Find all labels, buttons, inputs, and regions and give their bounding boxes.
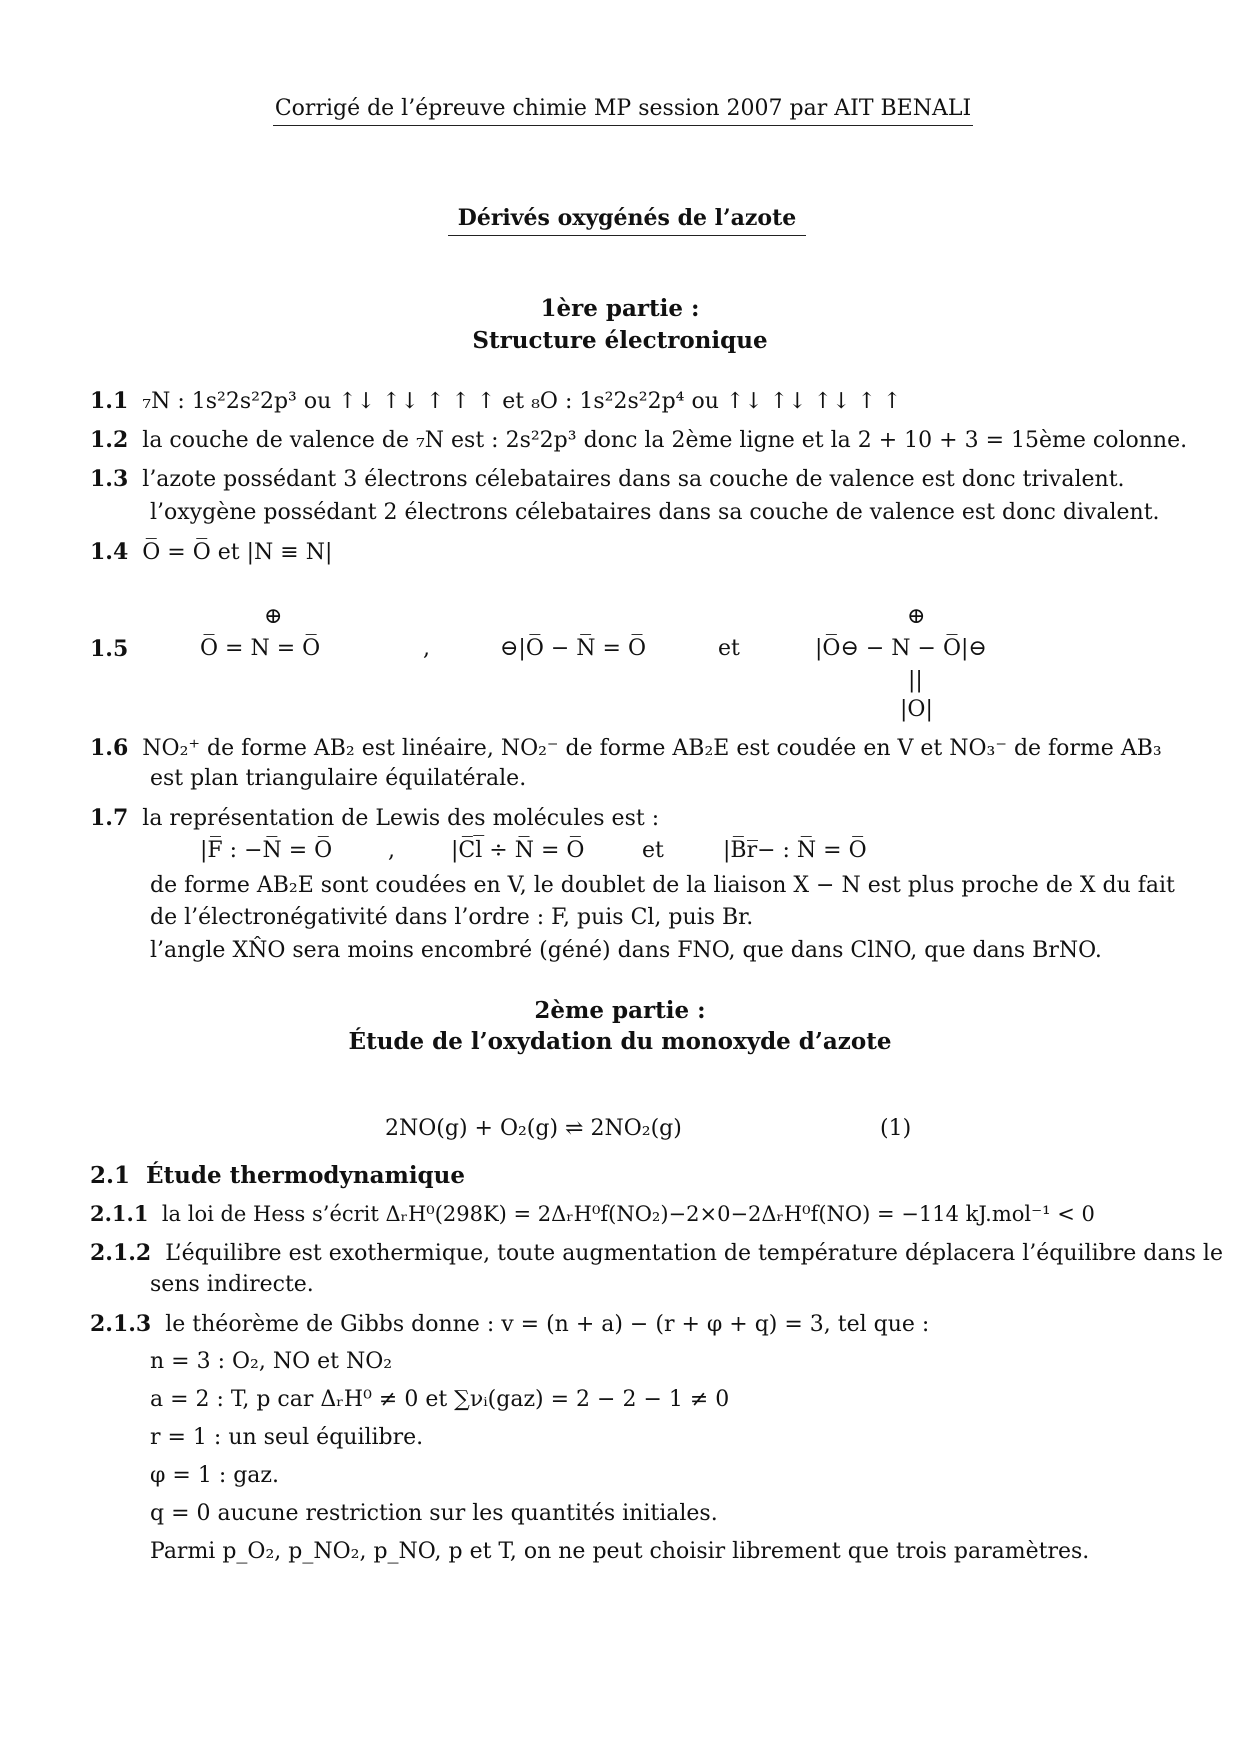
item-text: L’équilibre est exothermique, toute augmentation de température déplacera l’équilibre dans le: [165, 1241, 1223, 1266]
document-title: Dérivés oxygénés de l’azote: [448, 205, 806, 236]
charge-plus-a: ⊕: [264, 604, 283, 629]
item-text: le théorème de Gibbs donne : v = (n + a) − (r + φ + q) = 3, tel que :: [165, 1312, 930, 1337]
equation-1: 2NO(g) + O₂(g) ⇌ 2NO₂(g): [385, 1116, 682, 1141]
lewis-formula-a: O̅ = N = O̅: [200, 636, 321, 661]
item-number: 2.1.3: [90, 1311, 152, 1337]
item-1-7-line1: de forme AB₂E sont coudées en V, le doublet de la liaison X − N est plus proche de X du fait: [150, 873, 1175, 898]
item-text: la couche de valence de ₇N est : 2s²2p³ donc la 2ème ligne et la 2 + 10 + 3 = 15ème colonne.: [142, 428, 1188, 453]
lewis-c: |B̅r̅− : N̅ = O̅: [723, 838, 867, 863]
item-text: O̅ = O̅ et |N ≡ N|: [142, 540, 333, 565]
item-1-5-number: 1.5: [90, 636, 129, 662]
lewis-formula-c-bottom: |O|: [900, 697, 933, 722]
item-1-2: [90, 427, 1187, 453]
section-number: 2.1: [90, 1162, 131, 1189]
item-2-1-1: [90, 1201, 1095, 1226]
separator: ,: [423, 636, 430, 661]
double-bond: ||: [908, 668, 923, 693]
item-number: 2.1.1: [90, 1201, 149, 1226]
charge-plus-c: ⊕: [907, 604, 926, 629]
item-text: NO₂⁺ de forme AB₂ est linéaire, NO₂⁻ de forme AB₂E est coudée en V et NO₃⁻ de forme AB₃: [142, 736, 1162, 761]
item-1-3-cont: [150, 500, 1160, 525]
item-number: 1.7: [90, 805, 129, 831]
item-number: 1.3: [90, 466, 129, 492]
item-1-7-line2: de l’électronégativité dans l’ordre : F, puis Cl, puis Br.: [150, 905, 754, 930]
part1-heading: 1ère partie :: [540, 295, 700, 322]
section-2-1: [90, 1162, 465, 1189]
item-text: la loi de Hess s’écrit ΔᵣH⁰(298K) = 2ΔᵣH⁰f(NO₂)−2×0−2ΔᵣH⁰f(NO) = −114 kJ.mol⁻¹ < 0: [161, 1202, 1095, 1226]
item-number: 2.1.2: [90, 1240, 152, 1266]
part1-subheading: Structure électronique: [472, 327, 768, 354]
equation-label: (1): [880, 1116, 912, 1141]
and-word: et: [642, 838, 664, 863]
page-header: Corrigé de l’épreuve chimie MP session 2007 par AIT BENALI: [273, 96, 973, 126]
item-text: la représentation de Lewis des molécules est :: [142, 806, 660, 831]
item-2-1-2: [90, 1240, 1223, 1266]
lewis-a: |F̅ : −N̅ = O̅: [200, 838, 333, 863]
lewis-formula-b: ⊖|O̅ − N̅ = O̅: [500, 636, 647, 661]
part2-heading: 2ème partie :: [534, 997, 706, 1024]
lewis-b: |C̅l̅ ÷ N̅ = O̅: [451, 838, 585, 863]
item-1-6-cont: est plan triangulaire équilatérale.: [150, 766, 527, 791]
item-1-4: [90, 539, 332, 565]
item-1-6: [90, 735, 1162, 761]
item-text: l’azote possédant 3 électrons célebataires dans sa couche de valence est donc trivalent.: [142, 467, 1125, 492]
item-number: 1.6: [90, 735, 129, 761]
item-text: ₇N : 1s²2s²2p³ ou ↑↓ ↑↓ ↑ ↑ ↑ et ₈O : 1s²2s²2p⁴ ou ↑↓ ↑↓ ↑↓ ↑ ↑: [142, 389, 902, 414]
item-number: 1.1: [90, 388, 129, 414]
item-1-3: [90, 466, 1125, 492]
section-title: Étude thermodynamique: [146, 1162, 465, 1189]
part2-subheading: Étude de l’oxydation du monoxyde d’azote: [348, 1028, 892, 1055]
gibbs-n: n = 3 : O₂, NO et NO₂: [150, 1349, 393, 1374]
item-1-7: [90, 805, 659, 831]
item-1-1: [90, 388, 901, 414]
item-1-7-line3: l’angle XN̂O sera moins encombré (géné) dans FNO, que dans ClNO, que dans BrNO.: [150, 938, 1102, 963]
item-text: l’oxygène possédant 2 électrons célebataires dans sa couche de valence est donc divalent.: [150, 500, 1160, 525]
item-2-1-3: [90, 1311, 929, 1337]
separator: ,: [388, 838, 395, 863]
gibbs-conclusion: Parmi p_O₂, p_NO₂, p_NO, p et T, on ne peut choisir librement que trois paramètres.: [150, 1539, 1090, 1564]
gibbs-phi: φ = 1 : gaz.: [150, 1463, 280, 1488]
lewis-formula-c: |O̅⊖ − N − O̅|⊖: [815, 636, 987, 661]
gibbs-q: q = 0 aucune restriction sur les quantités initiales.: [150, 1501, 718, 1526]
gibbs-r: r = 1 : un seul équilibre.: [150, 1425, 424, 1450]
item-number: 1.2: [90, 427, 129, 453]
and-word: et: [718, 636, 740, 661]
item-2-1-2-cont: sens indirecte.: [150, 1272, 314, 1297]
item-number: 1.4: [90, 539, 129, 565]
gibbs-a: a = 2 : T, p car ΔᵣH⁰ ≠ 0 et ∑νᵢ(gaz) = 2 − 2 − 1 ≠ 0: [150, 1387, 730, 1412]
